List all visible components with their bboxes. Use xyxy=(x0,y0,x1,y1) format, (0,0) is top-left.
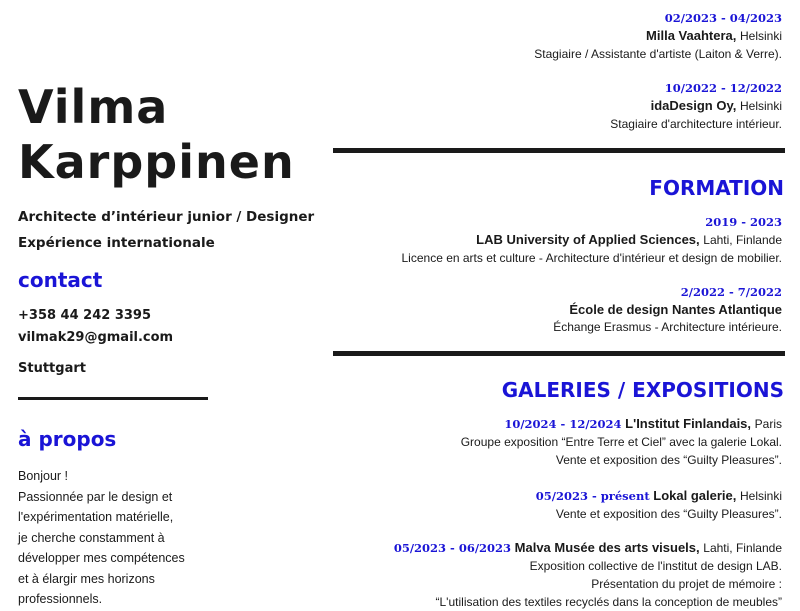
formation-entry xyxy=(402,214,783,267)
entry-org: École de design Nantes Atlantique xyxy=(569,302,782,317)
entry-org: idaDesign Oy, xyxy=(650,98,737,113)
job-title: Architecte d’intérieur junior / Designer xyxy=(18,209,315,225)
formation-heading: FORMATION xyxy=(649,176,784,200)
entry-date: 05/2023 - 06/2023 xyxy=(393,541,512,555)
gallery-entry xyxy=(536,487,782,523)
about-line: Passionnée par le design et xyxy=(18,489,173,504)
entry-location: Lahti, Finlande xyxy=(703,541,782,555)
gallery-entry xyxy=(394,539,782,611)
entry-org: Malva Musée des arts visuels, xyxy=(514,540,700,555)
section-divider xyxy=(333,351,785,356)
entry-description: Groupe exposition “Entre Terre et Ciel” avec la galerie Lokal. xyxy=(460,435,782,449)
person-name xyxy=(18,80,295,190)
entry-date: 05/2023 - présent xyxy=(535,489,650,503)
entry-description: Vente et exposition des “Guilty Pleasures”. xyxy=(555,507,782,521)
entry-location: Helsinki xyxy=(739,99,782,113)
about-text xyxy=(18,466,218,610)
galeries-heading: GALERIES / EXPOSITIONS xyxy=(501,378,784,402)
entry-date: 2019 - 2023 xyxy=(705,215,782,229)
entry-location: Lahti, Finlande xyxy=(703,233,782,247)
entry-org: Milla Vaahtera, xyxy=(646,28,737,43)
about-line: je cherche constamment à xyxy=(18,530,165,545)
entry-description: Exposition collective de l'institut de design LAB. xyxy=(529,559,782,573)
entry-description: Licence en arts et culture - Architecture d'intérieur et design de mobilier. xyxy=(401,251,782,265)
first-name: Vilma xyxy=(18,80,169,134)
entry-org: LAB University of Applied Sciences, xyxy=(476,232,700,247)
last-name: Karppinen xyxy=(18,135,295,189)
about-heading: à propos xyxy=(18,427,117,451)
gallery-entry xyxy=(461,415,782,469)
entry-date: 02/2023 - 04/2023 xyxy=(664,11,782,25)
profile-subtitle xyxy=(18,204,314,256)
about-line: développer mes compétences xyxy=(18,551,185,565)
entry-location: Helsinki xyxy=(739,29,782,43)
entry-date: 10/2022 - 12/2022 xyxy=(664,81,782,95)
entry-org: Lokal galerie, xyxy=(653,488,737,503)
section-divider xyxy=(333,148,785,153)
experience-entry xyxy=(610,80,782,133)
contact-heading: contact xyxy=(18,268,103,292)
experience-entry xyxy=(534,10,782,63)
entry-date: 10/2024 - 12/2024 xyxy=(504,417,622,431)
entry-date: 2/2022 - 7/2022 xyxy=(680,285,782,299)
entry-location: Paris xyxy=(754,417,782,431)
phone-number: +358 44 242 3395 xyxy=(18,308,152,323)
left-divider xyxy=(18,397,208,400)
entry-description: Présentation du projet de mémoire : xyxy=(591,577,782,591)
entry-description: Échange Erasmus - Architecture intérieure. xyxy=(553,320,782,334)
experience-tagline: Expérience internationale xyxy=(18,235,215,251)
about-line: professionnels. xyxy=(18,592,103,606)
entry-description: Vente et exposition des “Guilty Pleasures”. xyxy=(555,453,782,467)
email-address: vilmak29@gmail.com xyxy=(18,330,174,345)
entry-description: “L'utilisation des textiles recyclés dans la conception de meubles” xyxy=(435,595,782,609)
about-line: Bonjour ! xyxy=(18,469,69,483)
entry-description: Stagiaire d'architecture intérieur. xyxy=(610,117,782,131)
about-line: et à élargir mes horizons xyxy=(18,571,155,586)
entry-location: Helsinki xyxy=(739,489,782,503)
city: Stuttgart xyxy=(18,361,86,376)
entry-org: L'Institut Finlandais, xyxy=(625,416,752,431)
entry-description: Stagiaire / Assistante d'artiste (Laiton & Verre). xyxy=(534,47,782,61)
formation-entry xyxy=(553,284,782,336)
about-line: l'expérimentation matérielle, xyxy=(18,510,174,524)
